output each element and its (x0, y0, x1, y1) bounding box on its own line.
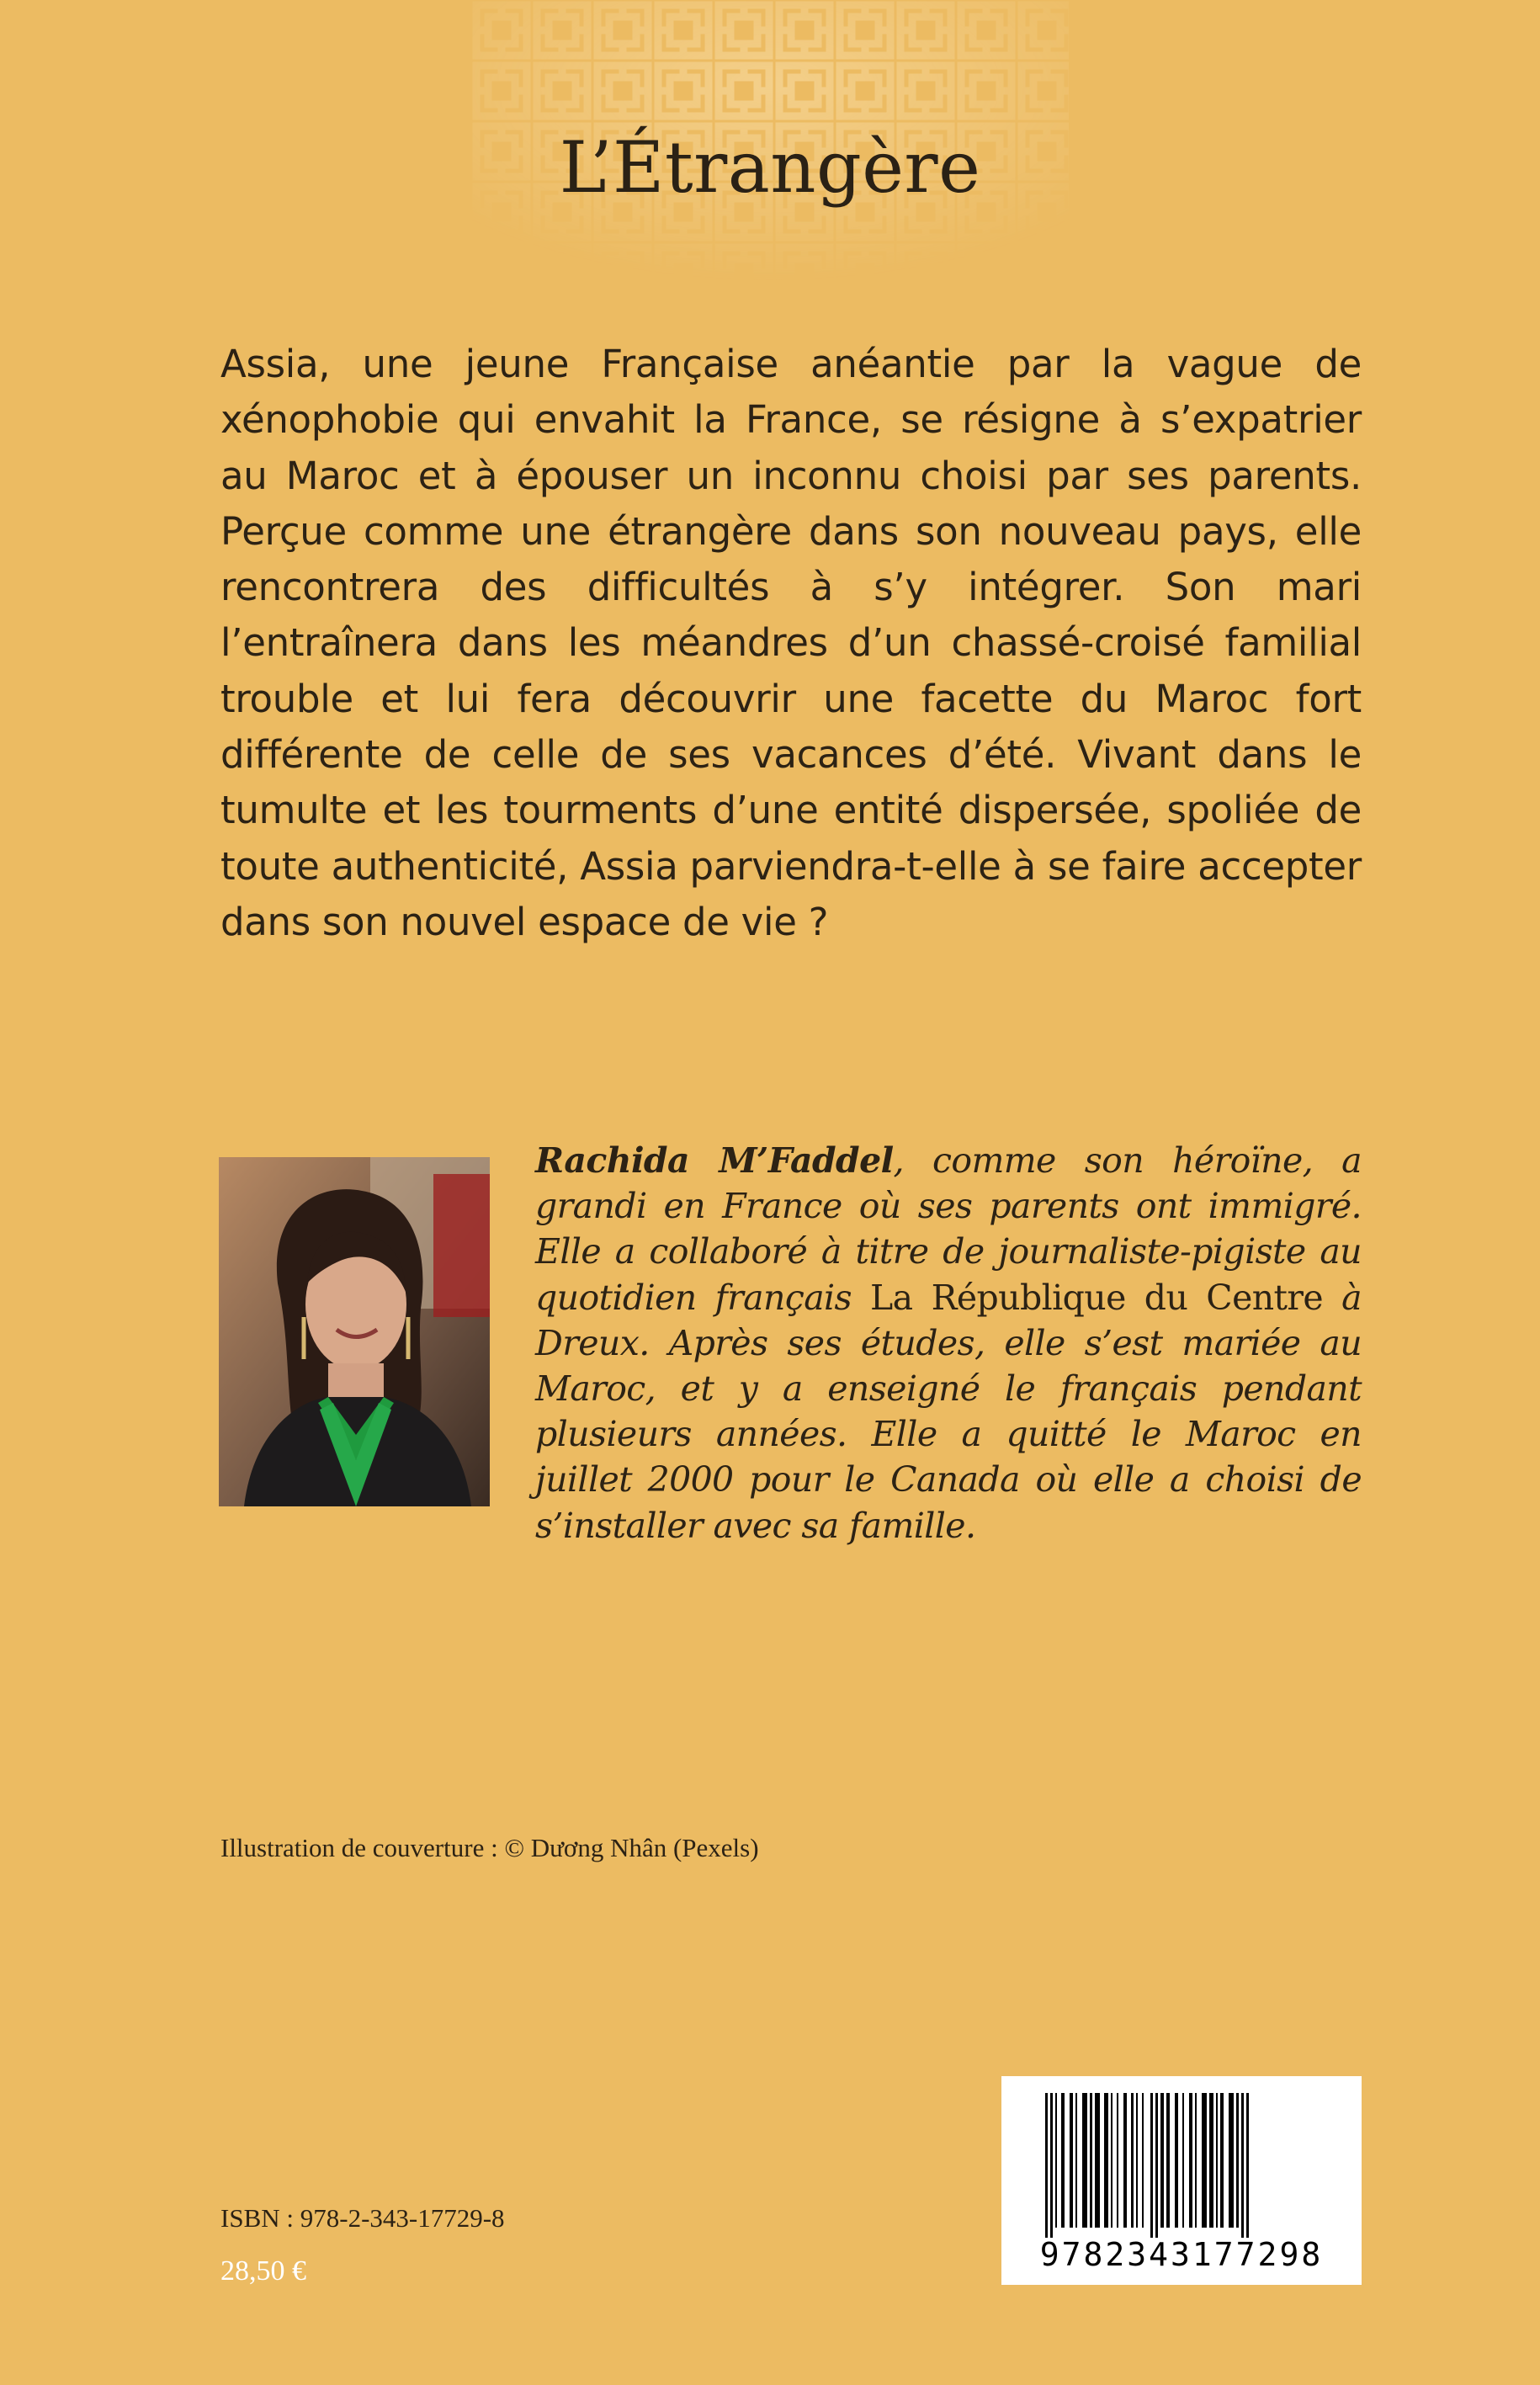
barcode-number: 9782343177298 (1039, 2236, 1324, 2273)
barcode-bar (1111, 2093, 1113, 2228)
barcode-bar (1095, 2093, 1100, 2228)
author-bio (535, 1138, 1362, 1548)
barcode-bar (1090, 2093, 1092, 2228)
barcode-bar (1216, 2093, 1218, 2228)
barcode-bar (1229, 2093, 1234, 2228)
barcode-bar (1209, 2093, 1213, 2228)
barcode (1001, 2076, 1362, 2285)
barcode-bar (1241, 2093, 1244, 2238)
barcode-bar (1075, 2093, 1077, 2228)
barcode-bar (1061, 2093, 1065, 2228)
price-label: 28,50 € (220, 2255, 306, 2287)
synopsis-text: Assia, une jeune Française anéantie par la vague de xénophobie qui envahit la France, se résigne à s’expatrier au Maroc et à épouser un inconnu choisi par ses parents. Perçue comme une étrangère dans son nouveau pays, elle rencontrera des difficultés à s’y intégrer. Son mari l’entraînera dans les méandres d’un chassé-croisé familial trouble et lui fera découvrir une facette du Maroc fort différente de celle de ses vacances d’été. Vivant dans le tumulte et les tourments d’une entité dispersée, spoliée de toute authenticité, Assia parviendra-t-elle à se faire accepter dans son nouvel espace de vie ? (220, 342, 1362, 944)
barcode-bar (1202, 2093, 1207, 2228)
book-title: L’Étrangère (559, 126, 981, 209)
illustration-credit: Illustration de couverture : © Dương Nhân (Pexels) (220, 1833, 759, 1862)
barcode-bar (1050, 2093, 1053, 2238)
barcode-bar (1236, 2093, 1239, 2228)
author-portrait-icon (219, 1157, 490, 1506)
barcode-bar (1117, 2093, 1118, 2228)
barcode-bar (1082, 2093, 1087, 2228)
barcode-bar (1175, 2093, 1178, 2228)
barcode-bar (1189, 2093, 1192, 2228)
barcode-bar (1155, 2093, 1158, 2238)
barcode-bar (1045, 2093, 1048, 2238)
barcode-bar (1220, 2093, 1224, 2228)
author-name: Rachida M’Faddel (535, 1140, 894, 1181)
barcode-bar (1195, 2093, 1197, 2228)
isbn-label: ISBN : 978-2-343-17729-8 (220, 2203, 505, 2233)
author-bio-text-part1: , comme son héroïne, a grandi en France où ses parents ont immigré. Elle a collaboré à titre de journaliste-pigiste au quotidien français (535, 1140, 1362, 1318)
barcode-bar (1123, 2093, 1127, 2228)
barcode-bar (1104, 2093, 1108, 2228)
barcode-bar (1166, 2093, 1170, 2228)
barcode-bar (1055, 2093, 1057, 2228)
barcode-bar (1182, 2093, 1184, 2228)
barcode-bar (1150, 2093, 1153, 2238)
barcode-bars-icon (1045, 2093, 1313, 2238)
newspaper-name: La République du Centre (870, 1277, 1324, 1318)
barcode-bar (1131, 2093, 1134, 2228)
barcode-bar (1160, 2093, 1164, 2228)
barcode-bar (1246, 2093, 1249, 2238)
barcode-bar (1142, 2093, 1144, 2228)
barcode-bar (1136, 2093, 1138, 2228)
author-bio-text-part2: à Dreux. Après ses études, elle s’est mariée au Maroc, et y a enseigné le français pendant plusieurs années. Elle a quitté le Maroc en juillet 2000 pour le Canada où elle a choisi de s’installer avec sa famille. (535, 1277, 1362, 1546)
barcode-bar (1070, 2093, 1073, 2228)
